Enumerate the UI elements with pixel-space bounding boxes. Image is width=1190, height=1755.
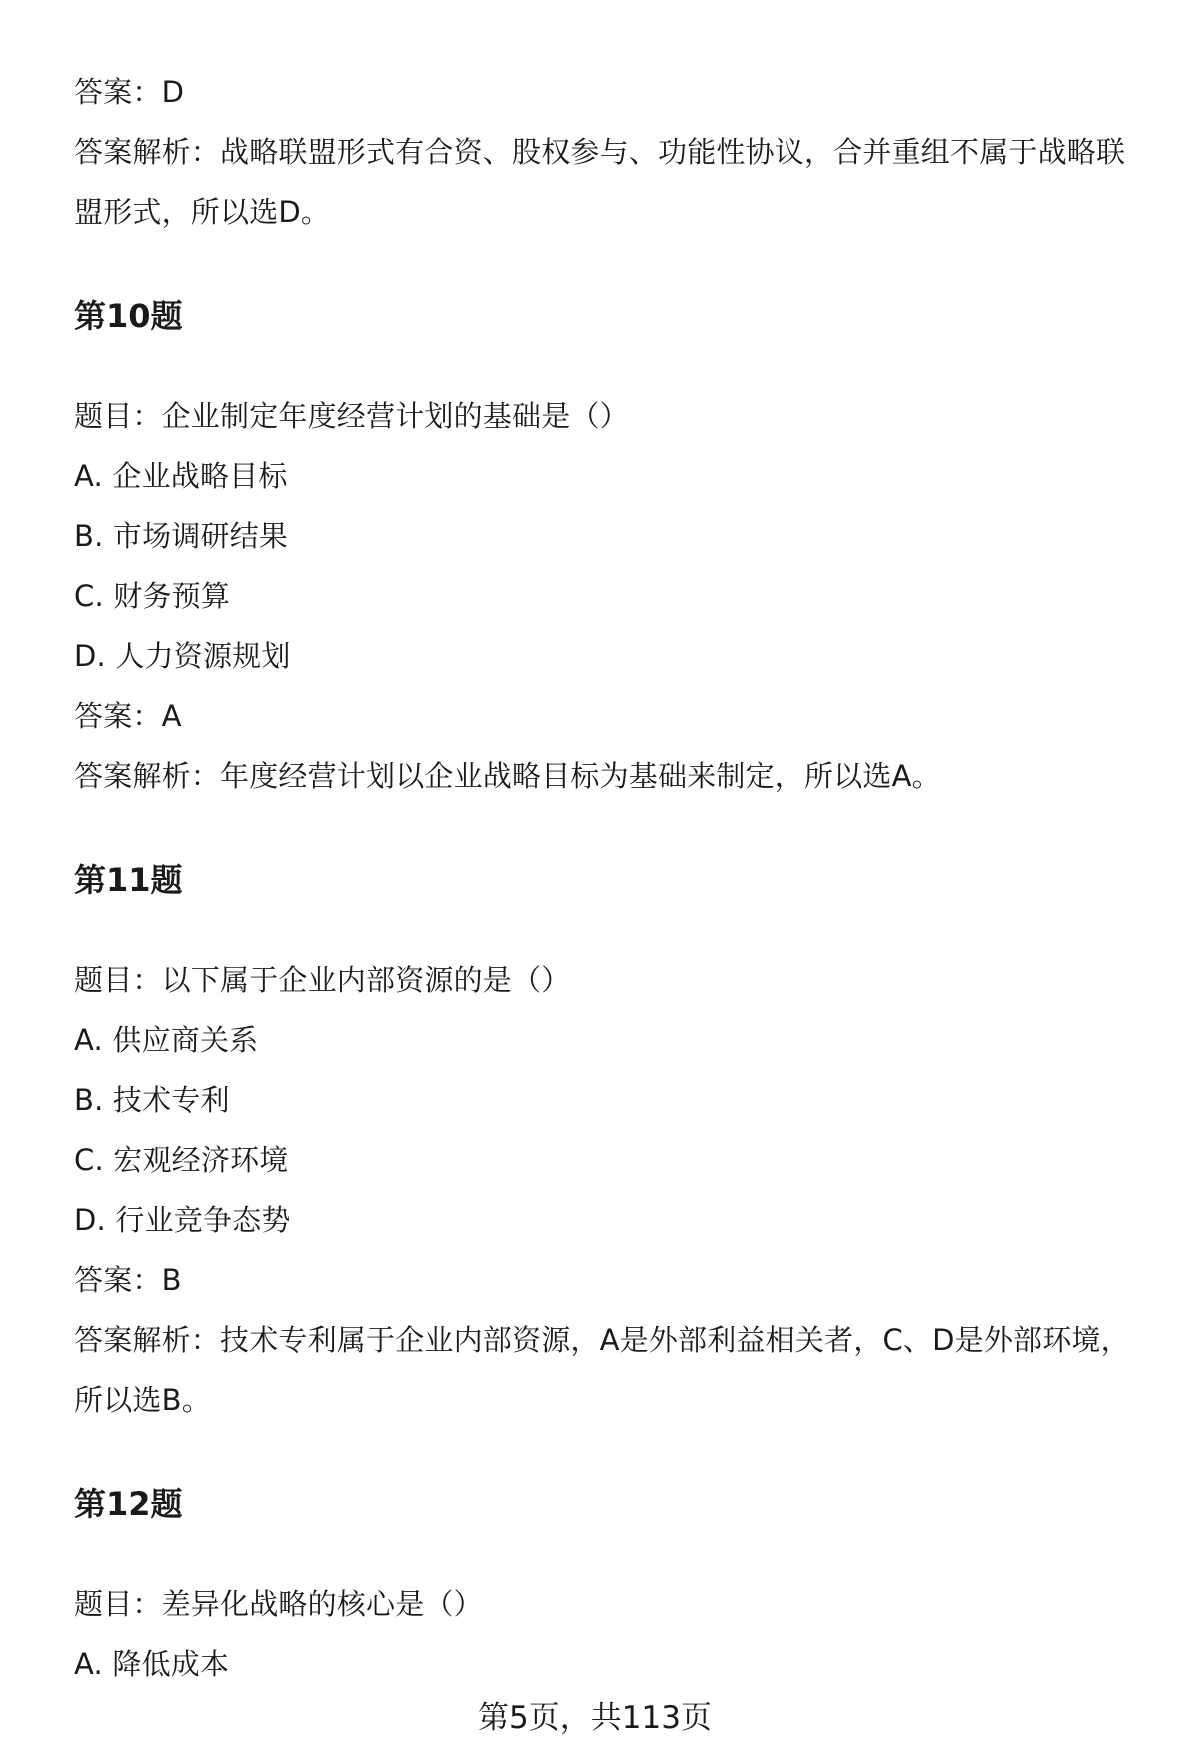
q10-answer: 答案：A (74, 699, 182, 733)
q10-option-d: D. 人力资源规划 (74, 639, 291, 673)
q11-heading: 第11题 (74, 861, 183, 899)
q9-answer: 答案：D (74, 75, 185, 109)
q10-option-b: B. 市场调研结果 (74, 519, 289, 553)
q11-option-c: C. 宏观经济环境 (74, 1143, 289, 1177)
q12-heading: 第12题 (74, 1485, 183, 1523)
page-number-footer: 第5页，共113页 (478, 1700, 712, 1736)
q10-heading: 第10题 (74, 297, 183, 335)
q11-option-b: B. 技术专利 (74, 1083, 230, 1117)
q12-question: 题目：差异化战略的核心是（） (74, 1587, 483, 1621)
q11-explanation-line2: 所以选B。 (74, 1383, 211, 1417)
q11-option-d: D. 行业竞争态势 (74, 1203, 291, 1237)
q9-explanation-line1: 答案解析：战略联盟形式有合资、股权参与、功能性协议，合并重组不属于战略联 (74, 135, 1126, 169)
q10-option-a: A. 企业战略目标 (74, 459, 288, 493)
q11-option-a: A. 供应商关系 (74, 1023, 259, 1057)
q11-question: 题目：以下属于企业内部资源的是（） (74, 963, 571, 997)
q11-explanation-line1: 答案解析：技术专利属于企业内部资源，A是外部利益相关者，C、D是外部环境， (74, 1323, 1130, 1357)
q10-option-c: C. 财务预算 (74, 579, 231, 613)
q10-question: 题目：企业制定年度经营计划的基础是（） (74, 399, 629, 433)
q9-explanation-line2: 盟形式，所以选D。 (74, 195, 331, 229)
q11-answer: 答案：B (74, 1263, 182, 1297)
q10-explanation: 答案解析：年度经营计划以企业战略目标为基础来制定，所以选A。 (74, 759, 941, 793)
q12-option-a: A. 降低成本 (74, 1647, 230, 1681)
